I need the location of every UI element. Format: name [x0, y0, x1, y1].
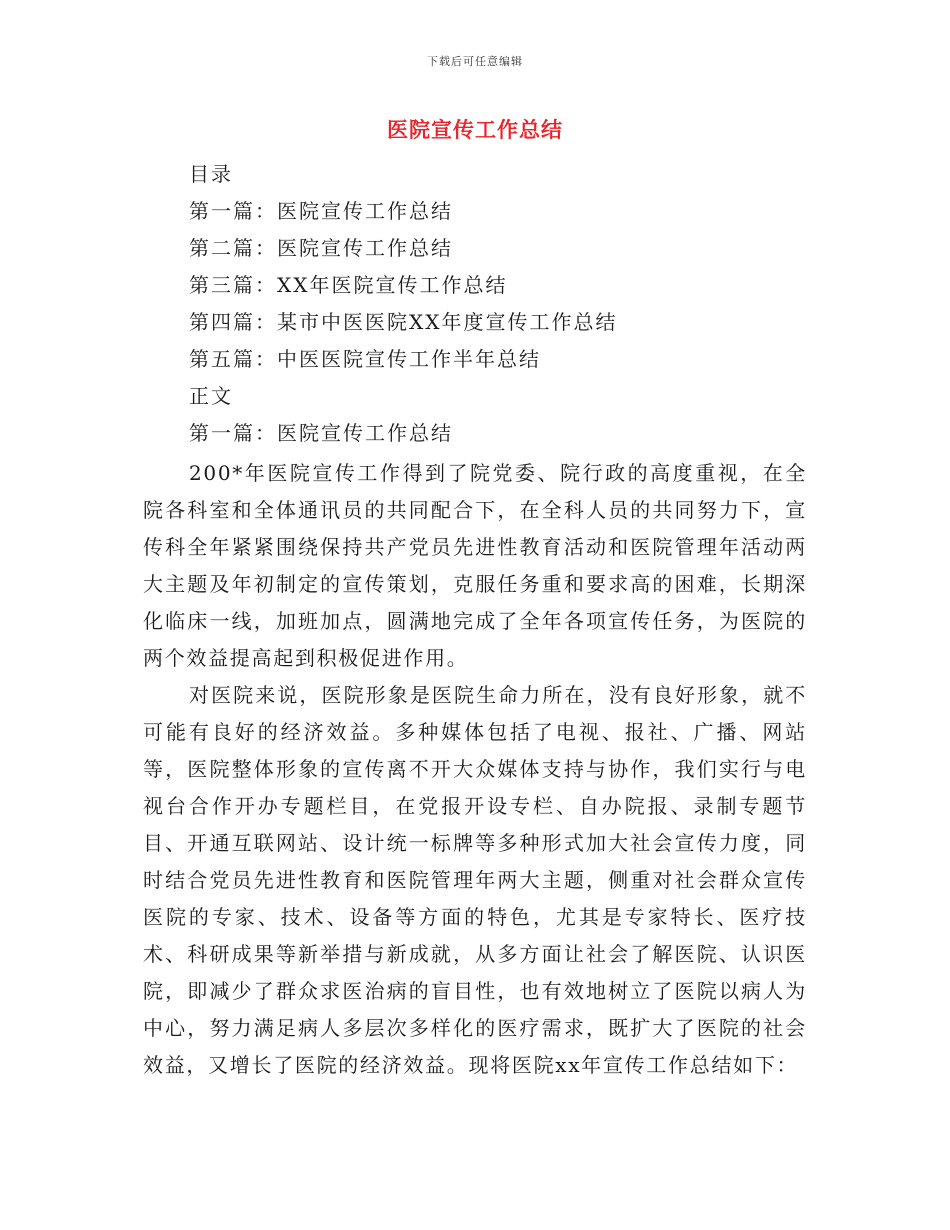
body-heading: 正文 — [189, 384, 233, 408]
paragraph-1: 200*年医院宣传工作得到了院党委、院行政的高度重视，在全院各科室和全体通讯员的共同配合下，在全科人员的共同努力下，宣传科全年紧紧围绕保持共产党员先进性教育活动和医院管理年活动两大主题及年初制定的宣传策划，克服任务重和要求高的困难，长期深化临床一线，加班加点，圆满地完成了全年各项宣传任务，为医院的两个效益提高起到积极促进作用。 — [143, 461, 807, 670]
toc-item-5: 第五篇：中医医院宣传工作半年总结 — [189, 347, 541, 371]
section-heading: 第一篇：医院宣传工作总结 — [189, 421, 453, 445]
header-note: 下载后可任意编辑 — [427, 55, 523, 68]
toc-item-3: 第三篇：XX年医院宣传工作总结 — [189, 273, 508, 297]
toc-item-4: 第四篇：某市中医医院XX年度宣传工作总结 — [189, 310, 618, 334]
document-title: 医院宣传工作总结 — [387, 117, 563, 142]
toc-heading: 目录 — [189, 162, 233, 186]
toc-item-1: 第一篇：医院宣传工作总结 — [189, 199, 453, 223]
table-of-contents — [189, 160, 829, 456]
paragraph-2: 对医院来说，医院形象是医院生命力所在，没有良好形象，就不可能有良好的经济效益。多种媒体包括了电视、报社、广播、网站等，医院整体形象的宣传离不开大众媒体支持与协作，我们实行与电视台合作开办专题栏目，在党报开设专栏、自办院报、录制专题节目、开通互联网站、设计统一标牌等多种形式加大社会宣传力度，同时结合党员先进性教育和医院管理年两大主题，侧重对社会群众宣传医院的专家、技术、设备等方面的特色，尤其是专家特长、医疗技术、科研成果等新举措与新成就，从多方面让社会了解医院、认识医院，即减少了群众求医治病的盲目性，也有效地树立了医院以病人为中心，努力满足病人多层次多样化的医疗需求，既扩大了医院的社会效益，又增长了医院的经济效益。现将医院xx年宣传工作总结如下： — [143, 683, 807, 1077]
toc-item-2: 第二篇：医院宣传工作总结 — [189, 236, 453, 260]
